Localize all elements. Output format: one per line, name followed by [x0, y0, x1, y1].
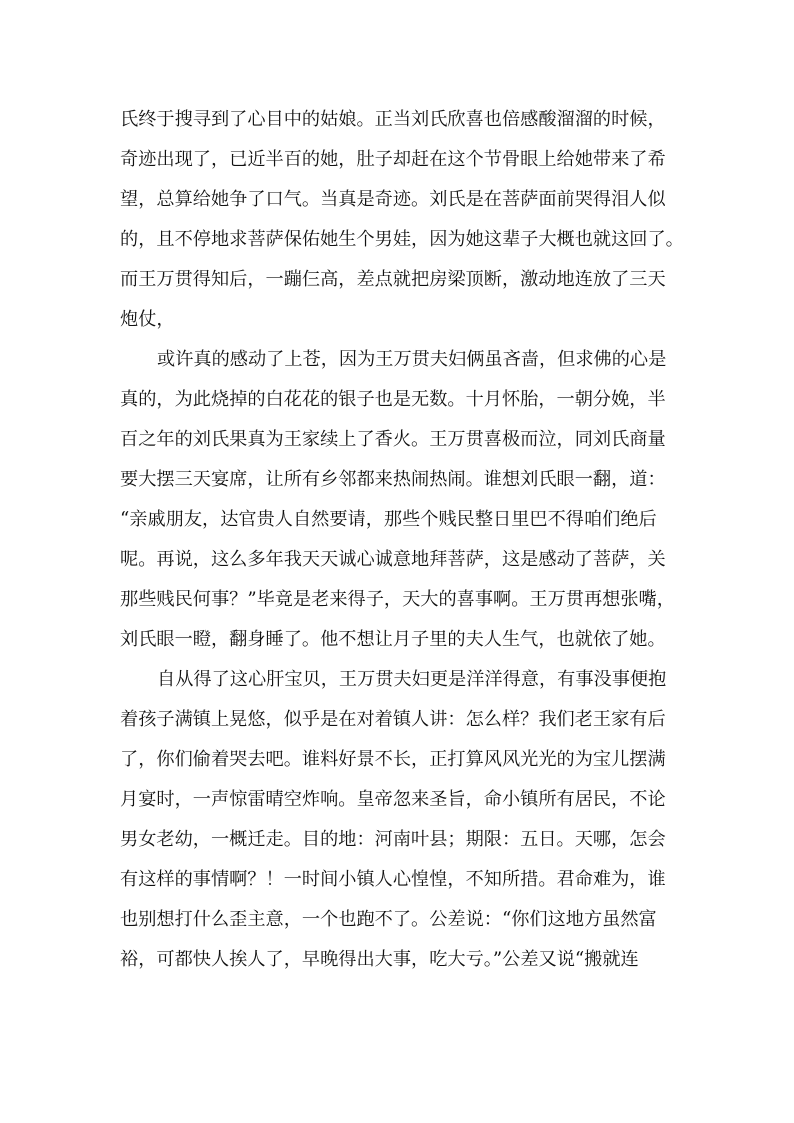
paragraph-first-line: 自从得了这心肝宝贝，王万贯夫妇更是洋洋得意，有事没事便抱: [157, 669, 667, 690]
text-line: 有这样的事情啊？！一时间小镇人心惶惶，不知所措。君命难为，谁: [120, 869, 666, 890]
body-text: [120, 100, 684, 980]
text-line: 氏终于搜寻到了心目中的姑娘。正当刘氏欣喜也倍感酸溜溜的时候，: [120, 109, 666, 130]
text-line: 要大摆三天宴席，让所有乡邻都来热闹热闹。谁想刘氏眼一翻，道：: [120, 469, 666, 490]
text-line: 刘氏眼一瞪，翻身睡了。他不想让月子里的夫人生气，也就依了她。: [120, 629, 666, 650]
text-line: “亲戚朋友，达官贵人自然要请，那些个贱民整日里巴不得咱们绝后: [120, 509, 657, 530]
text-line: 真的，为此烧掉的白花花的银子也是无数。十月怀胎，一朝分娩，半: [120, 389, 666, 410]
text-line: 呢。再说，这么多年我天天诚心诚意地拜菩萨，这是感动了菩萨，关: [120, 549, 666, 570]
text-line: 也别想打什么歪主意，一个也跑不了。公差说：“你们这地方虽然富: [120, 909, 657, 930]
text-line: 了，你们偷着哭去吧。谁料好景不长，正打算风风光光的为宝儿摆满: [120, 749, 666, 770]
text-line: 炮仗，: [120, 309, 175, 330]
text-line: 的，且不停地求菩萨保佑她生个男娃，因为她这辈子大概也就这回了。: [120, 229, 684, 250]
text-line: 男女老幼，一概迁走。目的地：河南叶县；期限：五日。天哪，怎会: [120, 829, 666, 850]
text-line: 那些贱民何事？”毕竟是老来得子，天大的喜事啊。王万贯再想张嘴，: [120, 589, 675, 610]
text-line: 奇迹出现了，已近半百的她，肚子却赶在这个节骨眼上给她带来了希: [120, 149, 666, 170]
text-line: 着孩子满镇上晃悠，似乎是在对着镇人讲：怎么样？我们老王家有后: [120, 709, 666, 730]
text-line: 望，总算给她争了口气。当真是奇迹。刘氏是在菩萨面前哭得泪人似: [120, 189, 666, 210]
text-line: 百之年的刘氏果真为王家续上了香火。王万贯喜极而泣，同刘氏商量: [120, 429, 666, 450]
paragraph-first-line: 或许真的感动了上苍，因为王万贯夫妇俩虽吝啬，但求佛的心是: [157, 349, 667, 370]
text-line: 裕，可都快人挨人了，早晚得出大事，吃大亏。”公差又说“搬就连: [120, 949, 639, 970]
text-line: 月宴时，一声惊雷晴空炸响。皇帝忽来圣旨，命小镇所有居民，不论: [120, 789, 666, 810]
text-line: 而王万贯得知后，一蹦仨高，差点就把房梁顶断，激动地连放了三天: [120, 269, 666, 290]
